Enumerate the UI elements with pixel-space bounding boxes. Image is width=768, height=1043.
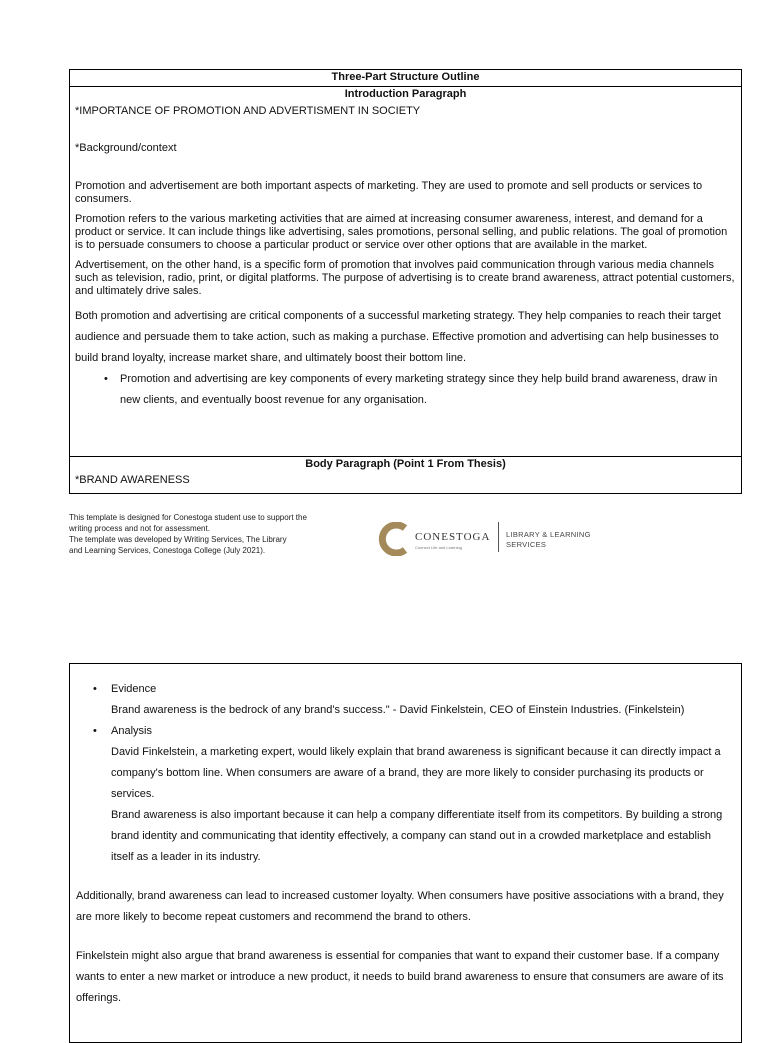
body-topic-line: *BRAND AWARENESS	[75, 474, 190, 486]
footer-line: The template was developed by Writing Services, The Library	[69, 535, 287, 544]
footer-disclaimer	[69, 512, 369, 556]
evidence-analysis-list	[76, 679, 735, 868]
footer-line: This template is designed for Conestoga student use to support the	[69, 513, 307, 522]
intro-background-line: *Background/context	[75, 142, 177, 154]
analysis-label: Analysis	[111, 725, 152, 737]
intro-bullet-text: Promotion and advertising are key components of every marketing strategy since they help build brand awareness, draw in new clients, and eventually boost revenue for any organisation.	[120, 373, 718, 406]
expand-paragraph: Finkelstein might also argue that brand awareness is essential for companies that want to expand their customer base. If a company wants to enter a new market or introduce a new product, it needs to build brand awareness to ensure that consumers are aware of its offerings.	[76, 950, 724, 1004]
bullet-icon: •	[93, 683, 97, 695]
intro-paragraph-2: Promotion refers to the various marketing activities that are aimed at increasing consumer awareness, interest, and demand for a product or service. It can include things like advertising, sales promotions, personal selling, and public relations. The goal of promotion is to persuade consumers to choose a particular product or service over other options that are available in the market.	[75, 213, 728, 251]
intro-paragraph-4: Both promotion and advertising are critical components of a successful marketing strategy. They help companies to reach their target audience and persuade them to take action, such as making a purchase. Effective promotion and advertising can help businesses to build brand loyalty, increase market share, and ultimately boost their bottom line.	[75, 310, 721, 364]
conestoga-logo	[378, 518, 608, 558]
intro-paragraph-3: Advertisement, on the other hand, is a specific form of promotion that involves paid communication through various media channels such as television, radio, print, or digital platforms. The purpose of advertising is to create brand awareness, attract potential customers, and ultimately drive sales.	[75, 259, 735, 297]
footer-line: and Learning Services, Conestoga College (July 2021).	[69, 546, 266, 555]
logo-library-line: SERVICES	[506, 540, 547, 549]
intro-content	[70, 102, 741, 411]
outline-title: Three-Part Structure Outline	[70, 70, 741, 87]
footer-line: writing process and not for assessment.	[69, 524, 210, 533]
evidence-label: Evidence	[111, 683, 157, 695]
intro-heading: Introduction Paragraph	[344, 88, 467, 100]
loyalty-paragraph: Additionally, brand awareness can lead to increased customer loyalty. When consumers have positive associations with a brand, they are more likely to become repeat customers and recommend the brand to others.	[76, 890, 724, 923]
logo-divider	[498, 522, 499, 552]
body-paragraph-table	[69, 663, 742, 1043]
bullet-icon: •	[104, 373, 108, 385]
analysis-text-1: David Finkelstein, a marketing expert, would likely explain that brand awareness is significant because it can directly impact a company's bottom line. When consumers are aware of a brand, they are more likely to consider purchasing its products or services.	[111, 746, 721, 800]
page-footer	[69, 512, 742, 572]
body-content	[70, 664, 741, 1009]
analysis-text-2: Brand awareness is also important because it can help a company differentiate itself from its competitors. By building a strong brand identity and communicating that identity effectively, a company can stand out in a crowded marketplace and establish itself as a leader in its industry.	[111, 809, 723, 863]
bullet-icon: •	[93, 725, 97, 737]
outline-table	[69, 69, 742, 494]
logo-library-line: LIBRARY & LEARNING	[506, 530, 591, 539]
intro-paragraph-1: Promotion and advertisement are both important aspects of marketing. They are used to promote and sell products or services to consumers.	[75, 180, 703, 205]
intro-bullet-list	[75, 369, 736, 411]
intro-topic-line: *IMPORTANCE OF PROMOTION AND ADVERTISMENT IN SOCIETY	[75, 105, 421, 117]
logo-tagline: Connect Life and Learning	[415, 545, 462, 550]
list-item	[104, 369, 736, 411]
logo-name: CONESTOGA	[415, 531, 491, 543]
body-heading: Body Paragraph (Point 1 From Thesis)	[70, 456, 741, 472]
logo-library-text	[506, 530, 591, 550]
list-item	[93, 721, 735, 868]
evidence-text: Brand awareness is the bedrock of any brand's success." - David Finkelstein, CEO of Einstein Industries. (Finkelstein)	[111, 704, 685, 716]
list-item	[93, 679, 735, 721]
conestoga-c-icon	[378, 522, 412, 556]
